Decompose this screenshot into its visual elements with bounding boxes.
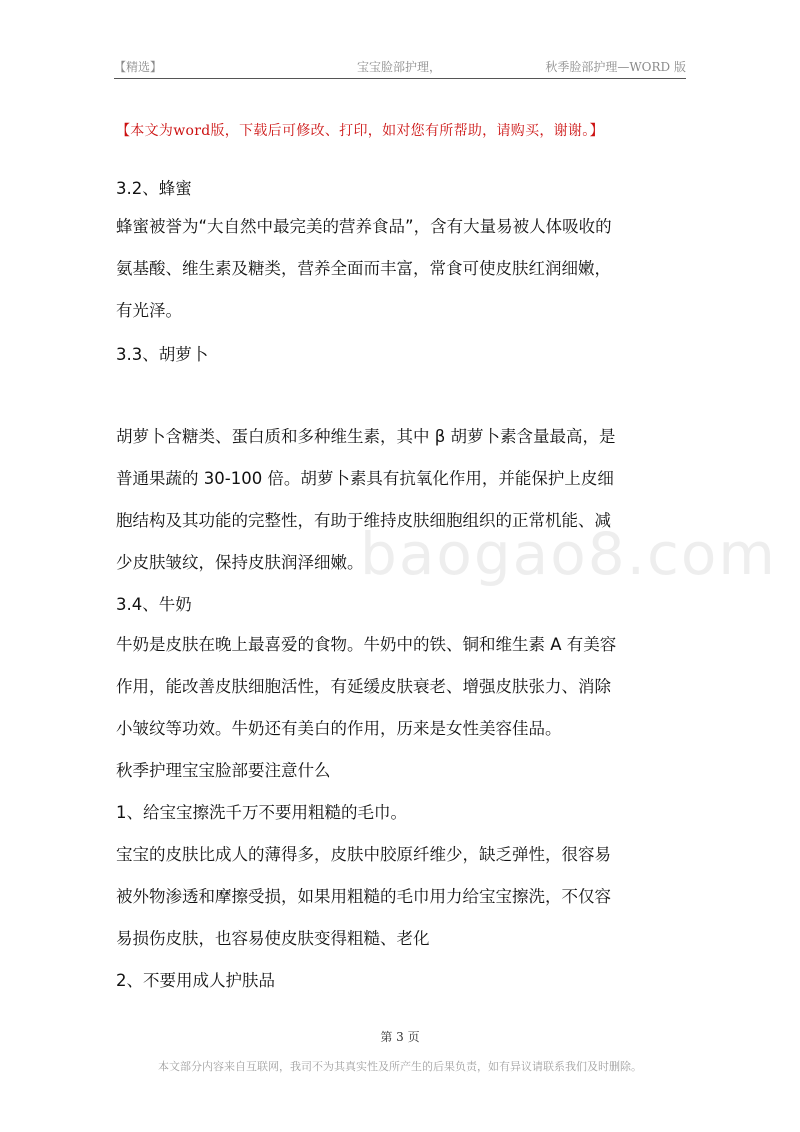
section-heading-milk: 3.4、牛奶 [116, 595, 192, 614]
section-heading-carrot: 3.3、胡萝卜 [116, 345, 209, 364]
body-line: 易损伤皮肤，也容易使皮肤变得粗糙、老化 [116, 929, 430, 948]
disclaimer-note: 本文部分内容来自互联网，我司不为其真实性及所产生的后果负责，如有异议请联系我们及时删除。 [158, 1060, 642, 1073]
body-line: 氨基酸、维生素及糖类，营养全面而丰富，常食可使皮肤红润细嫩， [116, 259, 611, 278]
body-line: 胡萝卜含糖类、蛋白质和多种维生素，其中 β 胡萝卜素含量最高，是 [116, 427, 616, 446]
page-number: 第 3 页 [380, 1030, 420, 1044]
body-line: 有光泽。 [116, 301, 182, 320]
header-left-label: 【精选】 [114, 60, 163, 74]
body-line: 胞结构及其功能的完整性，有助于维持皮肤细胞组织的正常机能、减 [116, 511, 611, 530]
body-line: 被外物渗透和摩擦受损，如果用粗糙的毛巾用力给宝宝擦洗，不仅容 [116, 887, 611, 906]
list-item-heading: 2、不要用成人护肤品 [116, 971, 275, 990]
body-line: 小皱纹等功效。牛奶还有美白的作用，历来是女性美容佳品。 [116, 719, 562, 738]
header-title: 宝宝脸部护理， [357, 60, 442, 74]
list-item-heading: 1、给宝宝擦洗千万不要用粗糙的毛巾。 [116, 803, 407, 822]
header-right-label: 秋季脸部护理—WORD 版 [545, 60, 686, 74]
section-heading-honey: 3.2、蜂蜜 [116, 179, 192, 198]
watermark-text: baogao8.com [360, 520, 777, 588]
body-line: 蜂蜜被誉为“大自然中最完美的营养食品”，含有大量易被人体吸收的 [116, 217, 612, 236]
body-line: 少皮肤皱纹，保持皮肤润泽细嫩。 [116, 553, 364, 572]
body-line: 宝宝的皮肤比成人的薄得多，皮肤中胶原纤维少，缺乏弹性，很容易 [116, 845, 611, 864]
body-line: 作用，能改善皮肤细胞活性，有延缓皮肤衰老、增强皮肤张力、消除 [116, 677, 611, 696]
body-line: 牛奶是皮肤在晚上最喜爱的食物。牛奶中的铁、铜和维生素 A 有美容 [116, 635, 617, 654]
purchase-notice: 【本文为word版，下载后可修改、打印，如对您有所帮助，请购买，谢谢。】 [116, 123, 604, 139]
section-heading-autumn-care: 秋季护理宝宝脸部要注意什么 [116, 761, 331, 780]
page-header [114, 54, 686, 79]
body-line: 普通果蔬的 30-100 倍。胡萝卜素具有抗氧化作用，并能保护上皮细 [116, 469, 614, 488]
